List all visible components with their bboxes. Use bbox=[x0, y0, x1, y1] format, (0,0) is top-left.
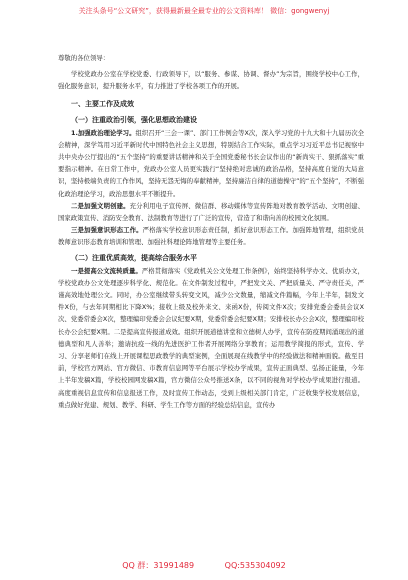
paragraph-ideology bbox=[58, 224, 364, 248]
paragraph-text: 严格落实学校意识形态责任制，抓好意识形态工作。加强阵地管理，组织党员教师意识形态教育培训和管理、加强社科理论阵地管理等主要任务。 bbox=[58, 226, 365, 247]
paragraph-political-study bbox=[58, 127, 364, 200]
document-body bbox=[58, 52, 364, 411]
paragraph-document-flow bbox=[58, 265, 364, 411]
intro-paragraph: 学校党政办公室在学校党委、行政领导下，以“服务、参谋、协调、督办”为宗旨，围绕学校中心工作，强化服务意识，提升服务水平，有力推进了学校各项工作的开展。 bbox=[58, 70, 364, 91]
paragraph-text: 严格贯彻落实《党政机关公文处理工作条例》，始终坚持科学办文、优质办文，学校党政办公文处理逐步科学化、规范化。在文件制发过程中，严把发文关、严把质量关、严守责任关，严谨高效地处理公文。同时，办公室继续带头转变文风，减少公文数量，缩减文件篇幅，今年上半年，制发文件X份，与去年同期相比下降X%；接收上级及校外来文、来函X份，传阅文件X次；安排党委会委员会议X次、党委常委会X次，整理编印党委会会议纪要X期，党委常委会纪要X期；安排校长办公会X次，整理编印校长办公会纪要X期。二是提高宣传报道成效。组织开展道德讲堂和立德树人办学，宣传在防疫期间涌现出的道德典型和凡人善举；邀请抗疫一线的先进医护工作者开展网络分享教育；运用教学简报的形式，宣传、学习、分享老师们在线上开展课程思政教学的典型案例，全面展现在线教学中的经验做法和精神面貌。截至目前，学校官方网站、官方微信、市教育信息网等平台展示学校办学成果，宣传正面典型、弘扬正能量，今年上半年发稿X篇，学校校园网发稿X篇，官方微信公众号推送X条，以不同的视角对学校办学成果进行报道。高度重视信息宣传和信息报送工作，及时宣传工作动态，受到上级相关部门肯定，广泛收集学校发展信息，重点做好党建、规划、教学、科研、学生工作等方面的经验总结信息，宣传办 bbox=[58, 266, 364, 409]
footer-qq-group: QQ 群：31991489 bbox=[122, 561, 195, 570]
paragraph-text: 组织召开“三会一课”、部门工作例会等X次，深入学习党的十九大和十九届历次全会精神，深学笃用习近平新时代中国特色社会主义思想，特别结合工作实际，重点学习习近平总书记视察中共中央办公厅提出的“五个坚持”的重要讲话精神和关于全国党委秘书长会议作出的“新尚实干、狠抓落实”重要指示精神。在日常工作中，党政办公室人员更实践行“坚持绝对忠诚的政治品格，坚持高度自觉的大局意识，坚持极端负责的工作作风，坚持无怨无悔的奉献精神，坚持廉洁自律的道德操守”的“五个坚持”，不断强化政治理论学习，政治思想水平不断提升。 bbox=[58, 128, 365, 198]
footer-contact bbox=[0, 558, 408, 574]
subsection-heading: （一）注重政治引领，强化思想政治建设 bbox=[71, 115, 197, 124]
paragraph-lead: 一是提高公文流转质量。 bbox=[71, 266, 142, 275]
paragraph-text: 充分利用电子宣传屏、微信群、移动媒体等宣传阵地对教育教学活动、文明创建、国家政策宣传、消防安全教育、法制教育等进行了广泛的宣传，营造了和谐向善的校园文化氛围。 bbox=[58, 201, 364, 223]
top-banner: 关注头条号“公文研究”，获得最新最全最专业的公文资料库！ 微信：gongwenyj bbox=[78, 7, 330, 15]
paragraph-lead: 1.加强政治理论学习。 bbox=[71, 128, 136, 137]
paragraph-lead: 二是加强文明创建。 bbox=[71, 201, 130, 210]
salutation: 尊敬的各位领导： bbox=[58, 54, 110, 62]
footer-qq: QQ:535304092 bbox=[224, 561, 286, 570]
subsection-heading: （二）注重优质高效，提高综合服务水平 bbox=[71, 253, 197, 262]
paragraph-lead: 三是加强意识形态工作。 bbox=[71, 226, 143, 235]
section-heading: 一、主要工作及成效 bbox=[71, 99, 134, 108]
paragraph-civilization bbox=[58, 200, 364, 224]
